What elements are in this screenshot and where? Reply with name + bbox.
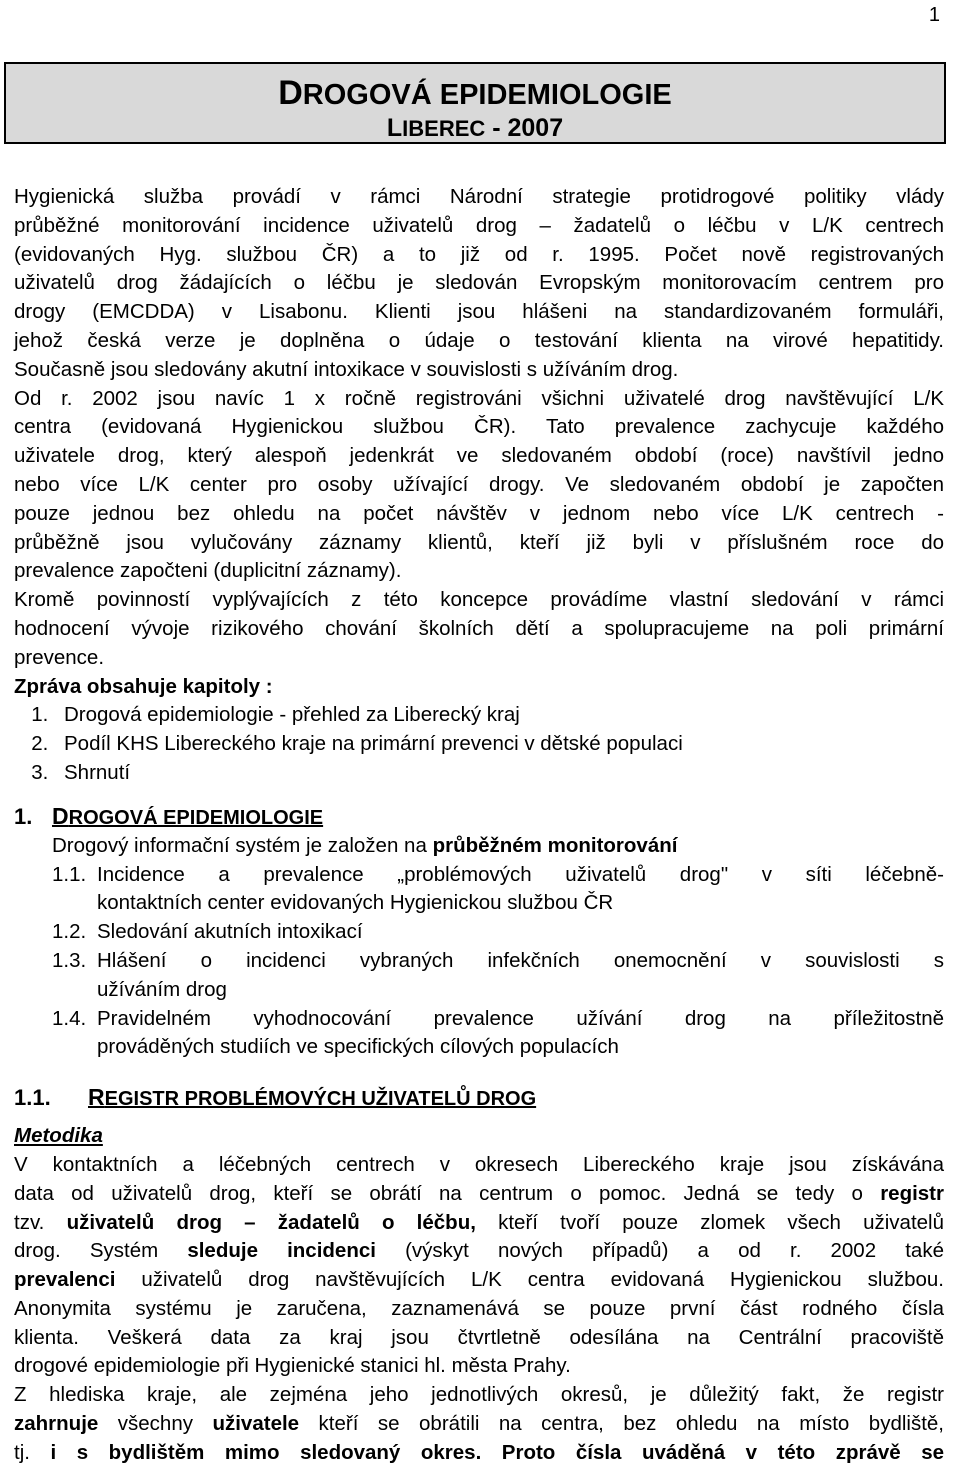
text-line: centra (evidovaná Hygienickou službou ČR). Tato prevalence zachycuje každého [14,415,944,439]
document-subtitle: LIBEREC - 2007 [386,114,564,142]
text-line: prevalence započteni (duplicitní záznamy). [14,559,402,583]
text-line: nebo více L/K center pro osoby užívající drogy. Ve sledovaném období je započten [14,472,944,496]
section-1-1-heading: 1.1. REGISTR PROBLÉMOVÝCH UŽIVATELŮ DROG [14,1084,537,1111]
page-number: 1 [928,4,940,26]
metodika-paragraph [14,1151,944,1381]
text-line: hodnocení vývoje rizikového chování školních dětí a spolupracujeme na poli primární [14,616,944,640]
chapters-list [14,701,944,787]
text-line: klienta. Veškerá data za kraj jsou čtvrtletně odesílána na Centrální pracoviště [14,1325,944,1349]
text-line: tj. i s bydlištěm mimo sledovaný okres. Proto čísla uváděná v této zprávě se [14,1440,944,1464]
subsection-item: 1.3. Hlášení o incidenci vybraných infekčních onemocnění v souvislosti s užíváním drog [52,948,944,1001]
subsection-item: 1.1. Incidence a prevalence „problémových uživatelů drog" v síti léčebně- kontaktních center evidovaných Hygienickou službou ČR [52,862,944,915]
text-line: V kontaktních a léčebných centrech v okresech Libereckého kraje jsou získávána [14,1152,944,1176]
chapter-item: 1. Drogová epidemiologie - přehled za Liberecký kraj [54,701,944,730]
own-monitoring-paragraph [14,586,944,672]
chapter-item: 2. Podíl KHS Libereckého kraje na primární prevenci v dětské populaci [54,730,944,759]
text-line: Současně jsou sledovány akutní intoxikace v souvislosti s užíváním drog. [14,357,679,381]
metodika-heading: Metodika [14,1124,103,1148]
section-1-intro: Drogový informační systém je založen na průběžném monitorování [52,833,678,857]
text-line: drog. Systém sleduje incidenci (výskyt nových případů) a od r. 2002 také [14,1239,944,1263]
chapters-heading: Zpráva obsahuje kapitoly : [14,674,273,698]
text-line: prevalenci uživatelů drog navštěvujících L/K centra evidovaná Hygienickou službou. [14,1268,944,1292]
text-line: prevence. [14,645,105,669]
prevalence-paragraph [14,385,944,587]
region-paragraph [14,1381,944,1467]
text-line: drogy (EMCDDA) v Lisabonu. Klienti jsou hlášeni na standardizovaném formuláři, [14,300,944,324]
text-line: data od uživatelů drog, kteří se obrátí na centrum o pomoc. Jedná se tedy o registr [14,1181,944,1205]
document-title: DROGOVÁ EPIDEMIOLOGIE [278,74,672,112]
intro-paragraph [14,183,944,385]
text-line: Anonymita systému je zaručena, zaznamenává se pouze první část rodného čísla [14,1296,944,1320]
text-line: Z hlediska kraje, ale zejména jeho jednotlivých okresů, je důležitý fakt, že registr [14,1383,944,1407]
text-line: Hygienická služba provádí v rámci Národní strategie protidrogové politiky vlády [14,185,944,208]
text-line: zahrnuje všechny uživatele kteří se obrátili na centra, bez ohledu na místo bydliště, [14,1412,944,1436]
text-line: průběžně jsou vylučovány záznamy klientů, kteří již byli v příslušném roce do [14,530,944,554]
text-line: Kromě povinností vyplývajících z této koncepce provádíme vlastní sledování v rámci [14,588,944,612]
document-body [14,183,944,1468]
text-line: jehož česká verze je doplněna o údaje o testování klienta na virové hepatitidy. [14,328,944,352]
section-1-items [52,861,944,1063]
text-line: tzv. uživatelů drog – žadatelů o léčbu, kteří tvoří pouze zlomek všech uživatelů [14,1210,944,1234]
text-line: drogové epidemiologie při Hygienické stanici hl. města Prahy. [14,1354,571,1378]
text-line: uživatele drog, který alespoň jedenkrát ve sledovaném období (roce) navštívil jedno [14,444,944,468]
chapter-item: 3. Shrnutí [54,759,944,788]
section-1-heading: 1. DROGOVÁ EPIDEMIOLOGIE [14,802,324,829]
subsection-item: 1.4. Pravidelném vyhodnocování prevalence užívání drog na příležitostně prováděných studiích ve specifických cílových populacích [52,1006,944,1059]
text-line: Od r. 2002 jsou navíc 1 x ročně registrováni všichni uživatelé drog navštěvující L/K [14,386,944,410]
text-line: průběžné monitorování incidence uživatelů drog – žadatelů o léčbu v L/K centrech [14,213,944,237]
text-line: pouze jednou bez ohledu na počet návštěv v jednom nebo více L/K centrech - [14,501,944,525]
text-line: (evidovaných Hyg. službou ČR) a to již od r. 1995. Počet nově registrovaných [14,242,944,266]
text-line: uživatelů drog žádajících o léčbu je sledován Evropským monitorovacím centrem pro [14,271,944,295]
subsection-item: 1.2. Sledování akutních intoxikací [52,920,363,944]
title-box [4,62,946,144]
